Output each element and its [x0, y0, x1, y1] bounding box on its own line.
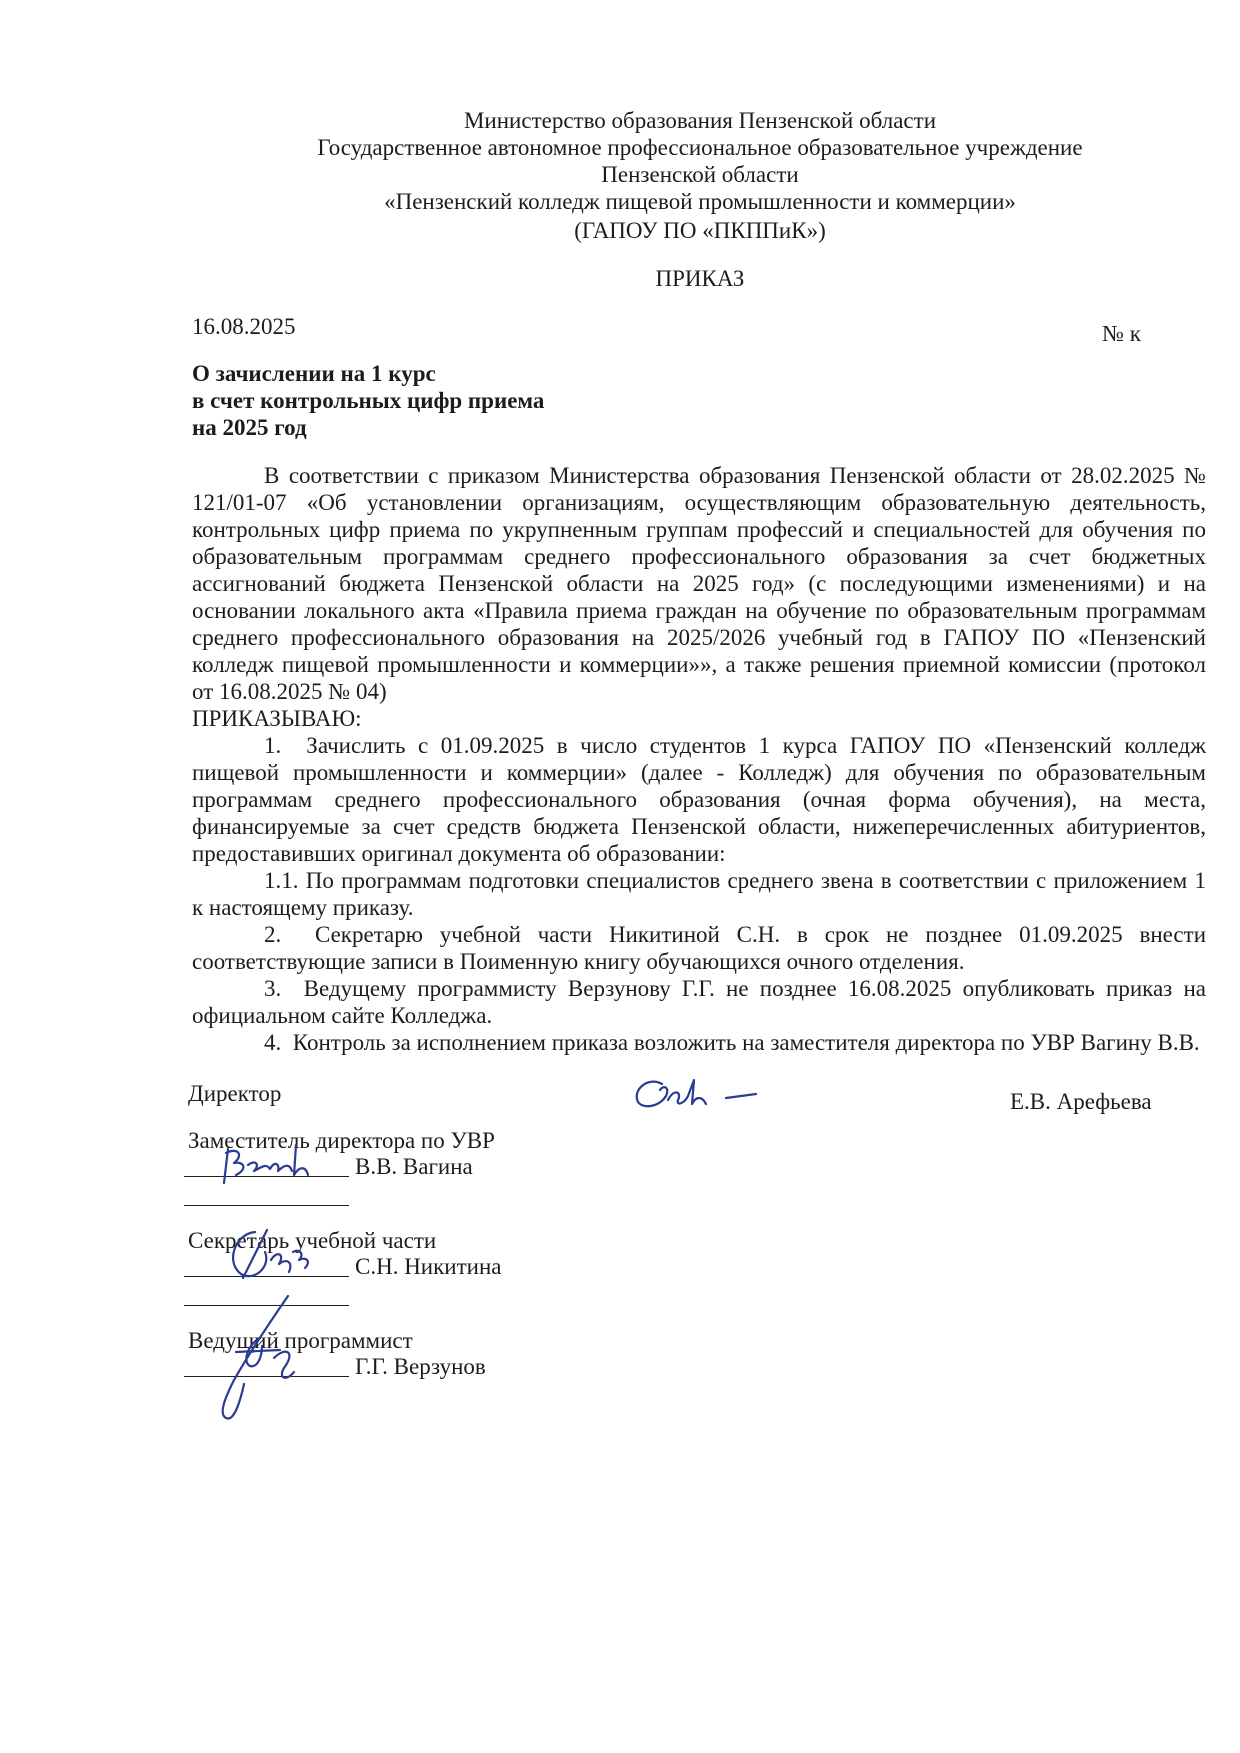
- order-date: 16.08.2025: [192, 314, 296, 339]
- institution-abbreviation: (ГАПОУ ПО «ПКППиК»): [574, 218, 826, 243]
- approval-3-name: Г.Г. Верзунов: [355, 1354, 486, 1379]
- document-header: [190, 107, 1210, 215]
- director-position: Директор: [188, 1081, 282, 1106]
- order-title-line3: на 2025 год: [192, 415, 307, 440]
- order-item-4: 4. Контроль за исполнением приказа возложить на заместителя директора по УВР Вагину В.В.: [264, 1030, 1200, 1055]
- order-item-1: 1. Зачислить с 01.09.2025 в число студентов 1 курса ГАПОУ ПО «Пензенский колледж пищевой промышленности и коммерции» (далее - Колледж) для обучения по образовательным программам среднего профессионального образования (очная форма обучения), на места, финансируемые за счет средств бюджета Пензенской области, нижеперечисленных абитуриентов, предоставивших оригинал документа об образовании:: [192, 733, 1206, 866]
- preamble-paragraph: В соответствии с приказом Министерства образования Пензенской области от 28.02.2025 № 121/01-07 «Об установлении организациям, осуществляющим образовательную деятельность, контрольных цифр приема по укрупненным группам профессий и специальностей для обучения по образовательным программам среднего профессионального образования за счет бюджетных ассигнований бюджета Пензенской области на 2025 год» (с последующими изменениями) и на основании локального акта «Правила приема граждан на обучение по образовательным программам среднего профессионального образования на 2025/2026 учебный год в ГАПОУ ПО «Пензенский колледж пищевой промышленности и коммерции»», а также решения приемной комиссии (протокол от 16.08.2025 № 04): [192, 463, 1206, 704]
- director-name: Е.В. Арефьева: [1010, 1089, 1152, 1114]
- approval-1-signature: [210, 1135, 330, 1195]
- approval-1-extra-line: [184, 1205, 349, 1206]
- order-body: [192, 462, 1206, 1056]
- order-number: № к: [1102, 321, 1141, 346]
- approval-3-signature: [200, 1292, 320, 1427]
- ministry-name: Министерство образования Пензенской области: [463, 108, 937, 133]
- institution-name-line3: «Пензенский колледж пищевой промышленности и коммерции»: [384, 189, 1016, 214]
- approval-3-position: Ведущий программист: [188, 1328, 413, 1353]
- order-item-3: 3. Ведущему программисту Верзунову Г.Г. не позднее 16.08.2025 опубликовать приказ на официальном сайте Колледжа.: [192, 976, 1206, 1028]
- order-item-1-1: 1.1. По программам подготовки специалистов среднего звена в соответствии с приложением 1 к настоящему приказу.: [192, 868, 1206, 920]
- order-title-line2: в счет контрольных цифр приема: [192, 388, 545, 413]
- approval-2-signature: [215, 1222, 325, 1302]
- approval-1-name: В.В. Вагина: [355, 1154, 473, 1179]
- order-title: [192, 360, 544, 441]
- order-item-2: 2. Секретарю учебной части Никитиной С.Н. в срок не позднее 01.09.2025 внести соответствующие записи в Поименную книгу обучающихся очного отделения.: [192, 922, 1206, 974]
- approval-1-position: Заместитель директора по УВР: [188, 1128, 495, 1153]
- order-word: ПРИКАЗЫВАЮ:: [192, 706, 362, 731]
- approval-2-position: Секретарь учебной части: [188, 1228, 437, 1253]
- order-title-line1: О зачислении на 1 курс: [192, 361, 436, 386]
- institution-name-line1: Государственное автономное профессиональное образовательное учреждение: [317, 135, 1083, 160]
- director-signature: [630, 1070, 780, 1120]
- approval-2-name: С.Н. Никитина: [355, 1254, 502, 1279]
- document-type: ПРИКАЗ: [655, 266, 745, 291]
- institution-name-line2: Пензенской области: [601, 162, 799, 187]
